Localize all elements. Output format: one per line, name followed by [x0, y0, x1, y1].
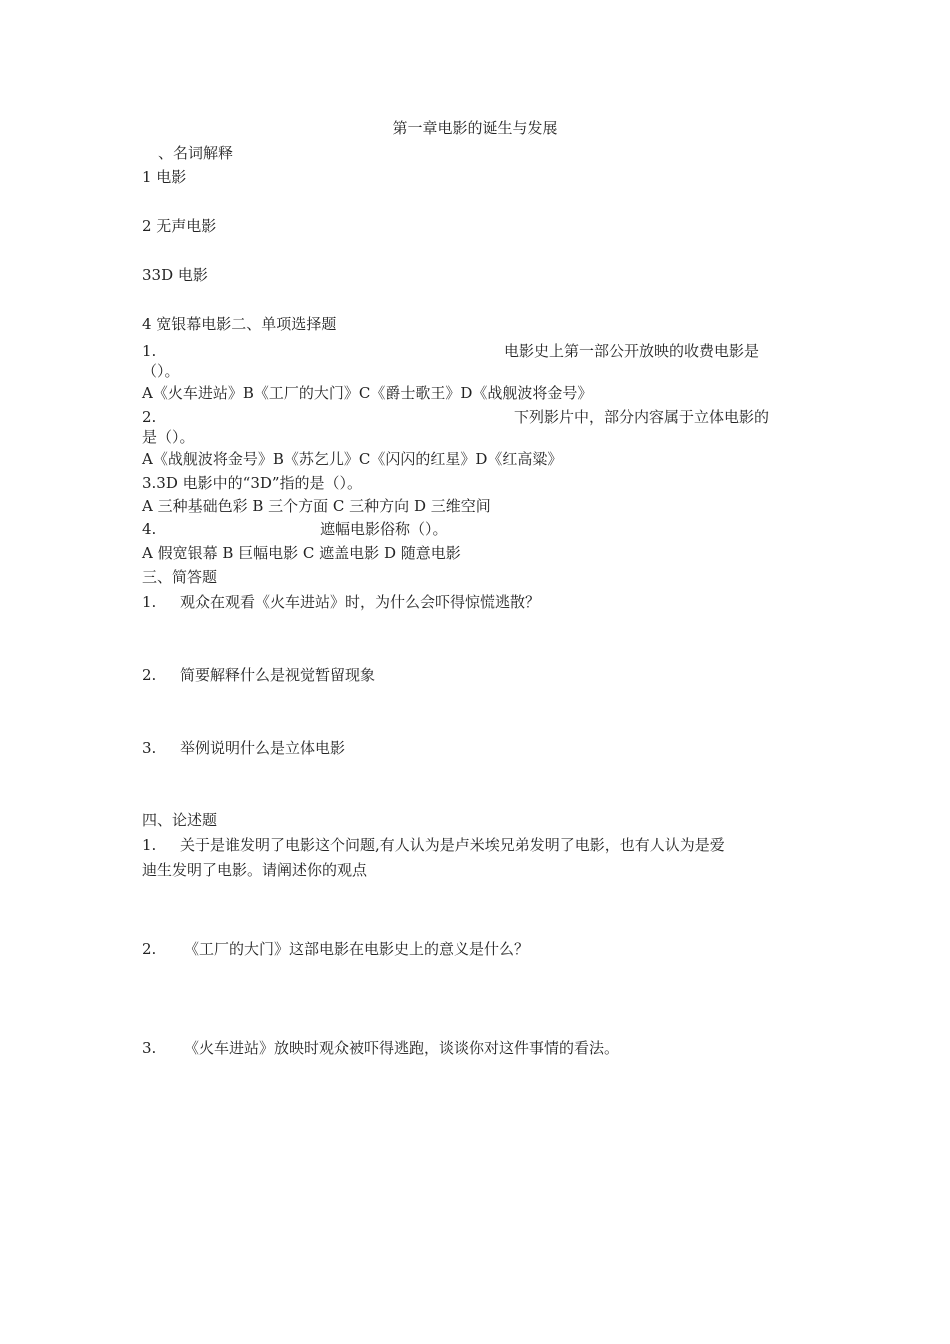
term-item: 4 宽银幕电影二、单项选择题	[142, 315, 337, 333]
section-heading-essay: 四、论述题	[142, 811, 218, 829]
term-item: 33D 电影	[142, 266, 208, 284]
mc-options: A《火车进站》B《工厂的大门》C《爵士歌王》D《战舰波将金号》	[142, 384, 593, 402]
question-continuation: 迪生发明了电影。请阐述你的观点	[142, 861, 368, 879]
section-heading-terms: 、名词解释	[158, 144, 234, 162]
mc-question-text: 3.3D 电影中的“3D”指的是（）。	[142, 474, 363, 492]
question-text: 关于是谁发明了电影这个问题,有人认为是卢米埃兄弟发明了电影，也有人认为是爱	[180, 836, 725, 854]
section-heading-short-answer: 三、简答题	[142, 568, 218, 586]
mc-question-text: 电影史上第一部公开放映的收费电影是	[504, 342, 760, 360]
mc-question-continuation: （）。	[142, 362, 180, 380]
term-item: 2 无声电影	[142, 217, 217, 235]
question-text: 简要解释什么是视觉暂留现象	[180, 666, 376, 684]
question-number: 1.	[142, 836, 157, 854]
mc-options: A 三种基础色彩 B 三个方面 C 三种方向 D 三维空间	[142, 497, 491, 515]
question-text: 举例说明什么是立体电影	[180, 739, 346, 757]
question-number: 2.	[142, 666, 157, 684]
question-text: 观众在观看《火车进站》时，为什么会吓得惊慌逃散？	[180, 593, 541, 611]
mc-question-number: 4.	[142, 520, 157, 538]
page-title: 第一章电影的诞生与发展	[392, 119, 558, 137]
mc-question-continuation: 是（）。	[142, 428, 195, 446]
question-number: 3.	[142, 739, 157, 757]
mc-options: A《战舰波将金号》B《苏乞儿》C《闪闪的红星》D《红高粱》	[142, 450, 563, 468]
mc-question-text: 下列影片中，部分内容属于立体电影的	[514, 408, 770, 426]
question-number: 2.	[142, 940, 157, 958]
question-text: 《火车进站》放映时观众被吓得逃跑，谈谈你对这件事情的看法。	[184, 1039, 620, 1057]
question-number: 1.	[142, 593, 157, 611]
term-item: 1 电影	[142, 168, 187, 186]
question-text: 《工厂的大门》这部电影在电影史上的意义是什么？	[184, 940, 530, 958]
question-number: 3.	[142, 1039, 157, 1057]
mc-question-text: 遮幅电影俗称（）。	[320, 520, 448, 538]
mc-question-number: 2.	[142, 408, 157, 426]
mc-options: A 假宽银幕 B 巨幅电影 C 遮盖电影 D 随意电影	[142, 544, 461, 562]
mc-question-number: 1.	[142, 342, 157, 360]
